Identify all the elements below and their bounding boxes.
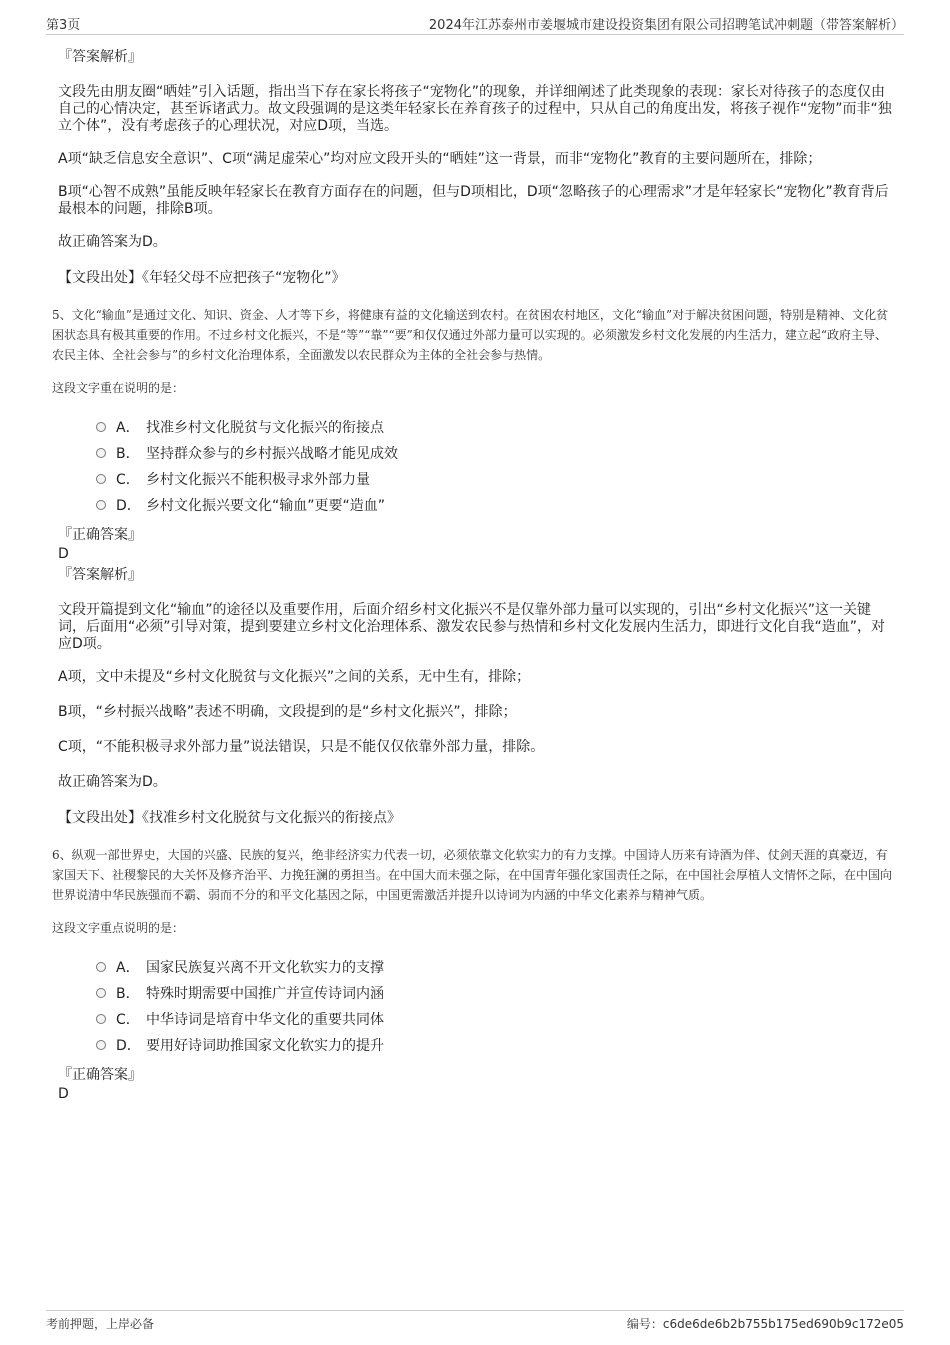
correct-answer-value: D [58, 546, 69, 562]
question-5-options [96, 414, 896, 518]
analysis-tag: 『答案解析』 [58, 567, 142, 583]
analysis-paragraph: 文段先由朋友圈“晒娃”引入话题，指出当下存在家长将孩子“宠物化”的现象，并详细阐述了此类现象的表现：家长对待孩子的态度仅由自己的心情决定，甚至诉诸武力。故文段强调的是这类年轻家长在养育孩子的过程中，只从自己的角度出发，将孩子视作“宠物”而非“独立个体”，没有考虑孩子的心理状况，对应D项，当选。 [58, 84, 892, 134]
question-6-options [96, 954, 896, 1058]
analysis-paragraph: 文段开篇提到文化“输血”的途径以及重要作用，后面介绍乡村文化振兴不是仅靠外部力量可以实现的，引出“乡村文化振兴”这一关键词，后面用“必须”引导对策，提到要建立乡村文化治理体系、激发农民参与热情和乡村文化发展内生活力，即进行文化自我“造血”，对应D项。 [58, 602, 886, 652]
analysis-tag: 『答案解析』 [58, 49, 142, 65]
correct-answer-tag: 『正确答案』 [58, 1067, 142, 1083]
source-citation: 【文段出处】《年轻父母不应把孩子“宠物化”》 [58, 270, 346, 286]
question-5-text: 5、文化“输血”是通过文化、知识、资金、人才等下乡，将健康有益的文化输送到农村。在贫困农村地区，文化“输血”对于解决贫困问题，特别是精神、文化贫困状态具有极其重要的作用。不过乡村文化振兴，不是“等”“靠”“要”和仅仅通过外部力量可以实现的。必须激发乡村文化发展的内生活力，建立起“政府主导、农民主体、全社会参与”的乡村文化治理体系，全面激发以农民群众为主体的全社会参与热情。 [52, 308, 889, 362]
option-c[interactable]: C． 中华诗词是培育中华文化的重要共同体 [96, 1006, 896, 1032]
footer-slogan: 考前押题，上岸必备 [46, 1317, 155, 1331]
radio-icon[interactable] [96, 500, 106, 510]
option-a[interactable]: A． 找准乡村文化脱贫与文化振兴的衔接点 [96, 414, 896, 440]
analysis-conclusion: 故正确答案为D。 [58, 234, 167, 250]
document-title: 2024年江苏泰州市姜堰城市建设投资集团有限公司招聘笔试冲刺题（带答案解析） [428, 18, 904, 33]
option-d[interactable]: D． 乡村文化振兴要文化“输血”更要“造血” [96, 492, 896, 518]
radio-icon[interactable] [96, 988, 106, 998]
option-b[interactable]: B． 特殊时期需要中国推广并宣传诗词内涵 [96, 980, 896, 1006]
question-5-prompt: 这段文字重在说明的是： [52, 381, 185, 395]
page-footer [46, 1310, 904, 1333]
analysis-paragraph: C项，“不能积极寻求外部力量”说法错误，只是不能仅仅依靠外部力量，排除。 [58, 739, 545, 755]
correct-answer-value: D [58, 1086, 69, 1102]
radio-icon[interactable] [96, 474, 106, 484]
radio-icon[interactable] [96, 422, 106, 432]
option-a[interactable]: A． 国家民族复兴离不开文化软实力的支撑 [96, 954, 896, 980]
analysis-paragraph: B项“心智不成熟”虽能反映年轻家长在教育方面存在的问题，但与D项相比，D项“忽略孩子的心理需求”才是年轻家长“宠物化”教育背后最根本的问题，排除B项。 [58, 184, 889, 217]
page-number: 第3页 [46, 18, 81, 33]
radio-icon[interactable] [96, 1014, 106, 1024]
document-body [54, 46, 896, 1104]
page-header [46, 12, 904, 35]
option-d[interactable]: D． 要用好诗词助推国家文化软实力的提升 [96, 1032, 896, 1058]
question-6-text: 6、纵观一部世界史，大国的兴盛、民族的复兴，绝非经济实力代表一切，必须依靠文化软实力的有力支撑。中国诗人历来有诗酒为伴、仗剑天涯的真豪迈，有家国天下、社稷黎民的大关怀及修齐治平、力挽狂澜的勇担当。在中国大而未强之际，在中国青年强化家国责任之际，在中国社会厚植人文情怀之际，在中国向世界说清中华民族强而不霸、弱而不分的和平文化基因之际，中国更需激活并提升以诗词为内涵的中华文化素养与精神气质。 [52, 848, 893, 902]
source-citation: 【文段出处】《找准乡村文化脱贫与文化振兴的衔接点》 [58, 810, 401, 826]
analysis-conclusion: 故正确答案为D。 [58, 774, 167, 790]
analysis-paragraph: A项“缺乏信息安全意识”、C项“满足虚荣心”均对应文段开头的“晒娃”这一背景，而非“宠物化”教育的主要问题所在，排除； [58, 151, 822, 167]
question-6-prompt: 这段文字重点说明的是： [52, 921, 185, 935]
radio-icon[interactable] [96, 962, 106, 972]
analysis-paragraph: B项，“乡村振兴战略”表述不明确，文段提到的是“乡村文化振兴”，排除； [58, 704, 517, 720]
radio-icon[interactable] [96, 448, 106, 458]
option-b[interactable]: B． 坚持群众参与的乡村振兴战略才能见成效 [96, 440, 896, 466]
correct-answer-tag: 『正确答案』 [58, 527, 142, 543]
analysis-paragraph: A项，文中未提及“乡村文化脱贫与文化振兴”之间的关系，无中生有，排除； [58, 669, 531, 685]
document-id: 编号：c6de6de6b2b755b175ed690b9c172e05 [626, 1317, 904, 1331]
radio-icon[interactable] [96, 1040, 106, 1050]
option-c[interactable]: C． 乡村文化振兴不能积极寻求外部力量 [96, 466, 896, 492]
